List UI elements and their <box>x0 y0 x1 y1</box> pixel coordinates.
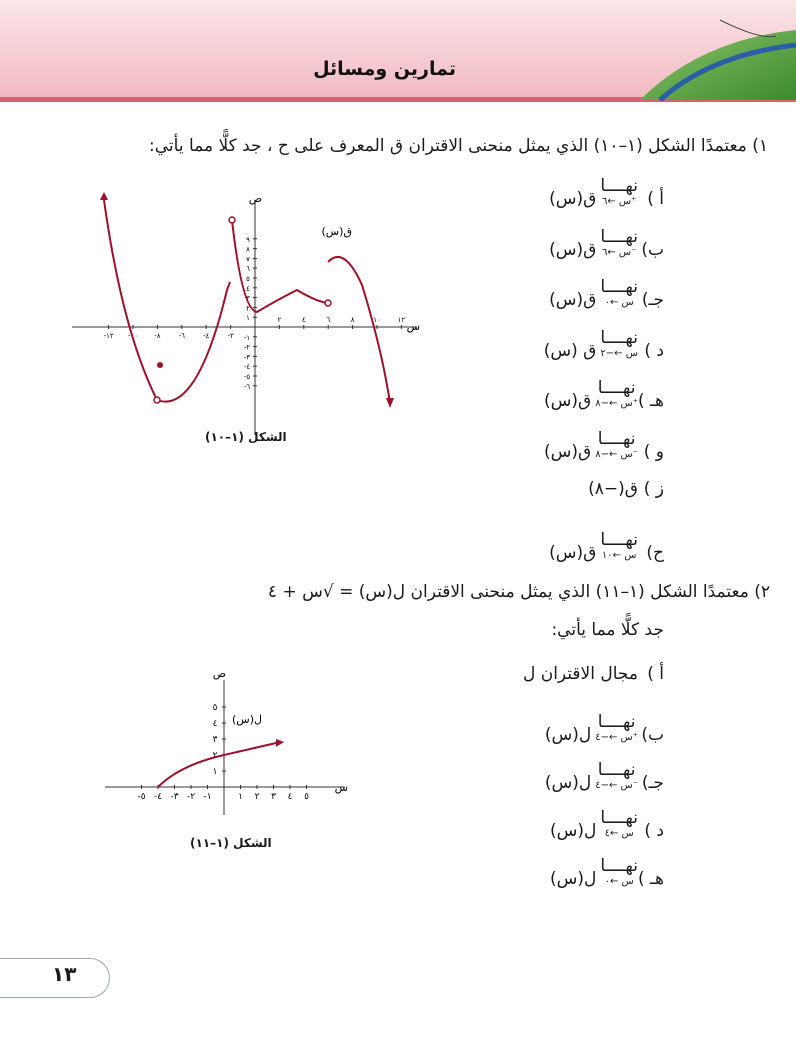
item-letter: د ) <box>644 340 664 361</box>
x-tick-label: ٤- <box>203 332 210 340</box>
x-axis-label: س <box>334 781 348 794</box>
question-item <box>545 760 664 793</box>
curve-l <box>158 743 276 787</box>
graph-2 <box>100 665 370 825</box>
y-axis-label: ص <box>248 192 262 205</box>
y-axis-label: ص <box>212 667 226 680</box>
y-tick-label: ٤- <box>243 363 251 372</box>
question-2-text: ٢) معتمدًا الشكل (١–١١) الذي يمثل منحنى الاقتران ل(س) = √س + ٤ <box>267 582 770 602</box>
x-tick-label: ٦ <box>326 316 331 324</box>
item-letter: هـ ) <box>638 869 664 889</box>
graph-1-ticks <box>104 236 406 391</box>
limit-word: نهــــا <box>600 327 638 348</box>
question-item <box>544 378 664 411</box>
item-function: ل(س) <box>549 821 597 841</box>
limit-word: نهــــا <box>600 529 638 550</box>
figure-1-caption: الشكل (١–١٠) <box>205 430 287 444</box>
limit-word: نهــــا <box>597 760 636 780</box>
question-item <box>545 712 664 745</box>
item-function: ق(س) <box>543 391 592 411</box>
x-tick-label: ٥ <box>304 792 309 802</box>
x-tick-label: ١ <box>238 792 243 802</box>
limit-subscript: س ←١٠ <box>601 549 637 561</box>
item-letter: جـ) <box>641 773 664 793</box>
item-letter: ب) <box>641 725 664 745</box>
y-tick-label: ٧ <box>246 255 250 264</box>
x-tick-label: ٢ <box>254 792 260 802</box>
limit-subscript: س ←−٢ <box>600 347 638 359</box>
item-function: ق(س) <box>549 290 597 310</box>
item-letter: أ ) <box>647 189 664 209</box>
limit-symbol <box>600 328 638 359</box>
filled-point <box>157 362 163 368</box>
limit-word: نهــــا <box>600 808 638 828</box>
y-tick-label: ٦ <box>246 265 250 274</box>
limit-subscript: س ←٤ <box>604 828 634 839</box>
header-graphic <box>0 0 796 108</box>
limit-word: نهــــا <box>597 712 636 732</box>
y-tick-label: ٣ <box>212 735 218 745</box>
limit-subscript: س ←−٨⁺ <box>595 398 638 409</box>
y-tick-label: ٥ <box>246 275 250 283</box>
curve-right-piece <box>328 257 390 403</box>
question-item <box>549 227 664 260</box>
arrow-down-icon <box>386 398 394 408</box>
limit-symbol <box>600 856 638 887</box>
limit-symbol <box>600 277 638 308</box>
y-tick-label: ٤ <box>212 719 218 729</box>
question-2-text-2: جد كلًّا مما يأتي: <box>551 620 664 640</box>
limit-symbol <box>600 227 638 258</box>
item-letter: جـ) <box>641 290 664 310</box>
x-tick-label: ١- <box>203 792 212 802</box>
curve-label: ل(س) <box>231 713 262 726</box>
arrow-up-icon <box>100 192 108 200</box>
question-item <box>549 176 664 209</box>
item-function: ق (س) <box>543 340 597 361</box>
item-function: ق(س) <box>549 239 597 260</box>
limit-word: نهــــا <box>600 277 638 297</box>
item-function: ق(س) <box>543 441 592 462</box>
limit-symbol <box>595 712 638 743</box>
limit-word: نهــــا <box>600 176 638 196</box>
open-point <box>325 300 331 306</box>
x-tick-label: ٢- <box>186 792 196 802</box>
x-tick-label: ٣- <box>170 792 179 802</box>
item-function: ق(−٨) <box>588 479 638 499</box>
y-tick-label: ٢- <box>243 343 251 352</box>
item-function: مجال الاقتران ل <box>522 664 638 684</box>
x-tick-label: ١٠- <box>127 332 139 340</box>
item-function: ل(س) <box>544 725 592 745</box>
limit-symbol <box>595 760 638 791</box>
question-item <box>588 479 664 499</box>
item-letter: ز ) <box>643 479 664 499</box>
x-tick-label: ٥- <box>137 792 146 802</box>
item-letter: ب) <box>641 239 664 260</box>
limit-word: نهــــا <box>597 378 636 398</box>
item-function: ل(س) <box>544 773 592 793</box>
limit-word: نهــــا <box>597 428 636 449</box>
x-tick-label: ١٢- <box>103 332 114 340</box>
y-tick-label: ٥ <box>212 703 218 713</box>
limit-symbol <box>595 429 638 460</box>
limit-symbol <box>600 176 638 207</box>
page-number: ١٣ <box>52 962 77 986</box>
limit-subscript: س ←٠ <box>604 876 634 887</box>
limit-symbol <box>595 378 638 409</box>
y-tick-label: ٣ <box>246 294 250 303</box>
page-title: تمارين ومسائل <box>313 58 456 80</box>
limit-subscript: س ←٦⁻ <box>601 246 637 258</box>
open-point <box>229 217 235 223</box>
y-tick-label: ١ <box>246 314 250 323</box>
curve-left-piece <box>104 200 230 402</box>
y-tick-label: ٩ <box>246 235 250 244</box>
question-1-text: ١) معتمدًا الشكل (١–١٠) الذي يمثل منحنى الاقتران ق المعرف على ح ، جد كلًّا مما يأتي: <box>149 136 768 156</box>
header-band <box>0 0 796 108</box>
item-letter: و ) <box>643 441 664 462</box>
limit-word: نهــــا <box>600 226 638 247</box>
item-function: ق(س) <box>549 542 597 563</box>
item-letter: هـ ) <box>638 391 664 411</box>
limit-symbol <box>600 808 638 839</box>
limit-subscript: س ←٠ <box>604 297 634 308</box>
y-tick-label: ٤ <box>246 284 250 293</box>
question-item <box>523 664 664 684</box>
limit-symbol <box>600 530 638 561</box>
x-tick-label: ٤ <box>301 316 306 324</box>
x-tick-label: ١٠ <box>373 316 381 324</box>
graph-1 <box>62 190 422 440</box>
x-axis-label: س <box>406 320 420 333</box>
y-tick-label: ٦- <box>243 382 251 391</box>
figure-2-caption: الشكل (١–١١) <box>190 836 272 850</box>
x-tick-label: ٣ <box>271 792 276 802</box>
limit-subscript: س ←−٤⁻ <box>595 780 638 791</box>
y-tick-label: ١ <box>212 767 218 777</box>
y-tick-label: ٨ <box>246 245 250 254</box>
question-item <box>549 530 664 563</box>
limit-subscript: س ←٦⁺ <box>601 196 637 207</box>
arrow-right-icon <box>276 739 284 747</box>
item-letter: د ) <box>644 821 664 841</box>
y-tick-label: ٥- <box>243 373 251 381</box>
y-tick-label: ١- <box>243 333 251 342</box>
x-tick-label: ٨ <box>350 316 355 324</box>
x-tick-label: ٦- <box>178 332 185 340</box>
limit-subscript: س ←−٨⁻ <box>595 448 638 460</box>
question-item <box>544 328 664 361</box>
x-tick-label: ٨- <box>154 332 161 340</box>
open-point <box>154 397 160 403</box>
x-tick-label: ٤ <box>287 792 293 802</box>
x-tick-label: ٤- <box>153 792 163 802</box>
question-item <box>550 856 664 889</box>
question-item <box>550 808 664 841</box>
x-tick-label: ٢- <box>227 332 234 340</box>
limit-word: نهــــا <box>600 856 638 876</box>
question-item <box>544 429 664 462</box>
y-tick-label: ٢ <box>246 304 250 313</box>
limit-subscript: س ←−٤⁺ <box>595 732 638 743</box>
item-letter: ح) <box>646 542 664 563</box>
y-tick-label: ٢ <box>212 751 218 761</box>
x-tick-label: ٢ <box>277 316 282 324</box>
x-tick-label: ١٢ <box>397 316 406 324</box>
item-function: ل(س) <box>549 869 597 889</box>
question-item <box>549 277 664 310</box>
item-function: ق(س) <box>549 189 597 209</box>
item-letter: أ ) <box>647 664 664 684</box>
y-tick-label: ٣- <box>243 353 251 362</box>
curve-label: ق(س) <box>321 225 352 238</box>
